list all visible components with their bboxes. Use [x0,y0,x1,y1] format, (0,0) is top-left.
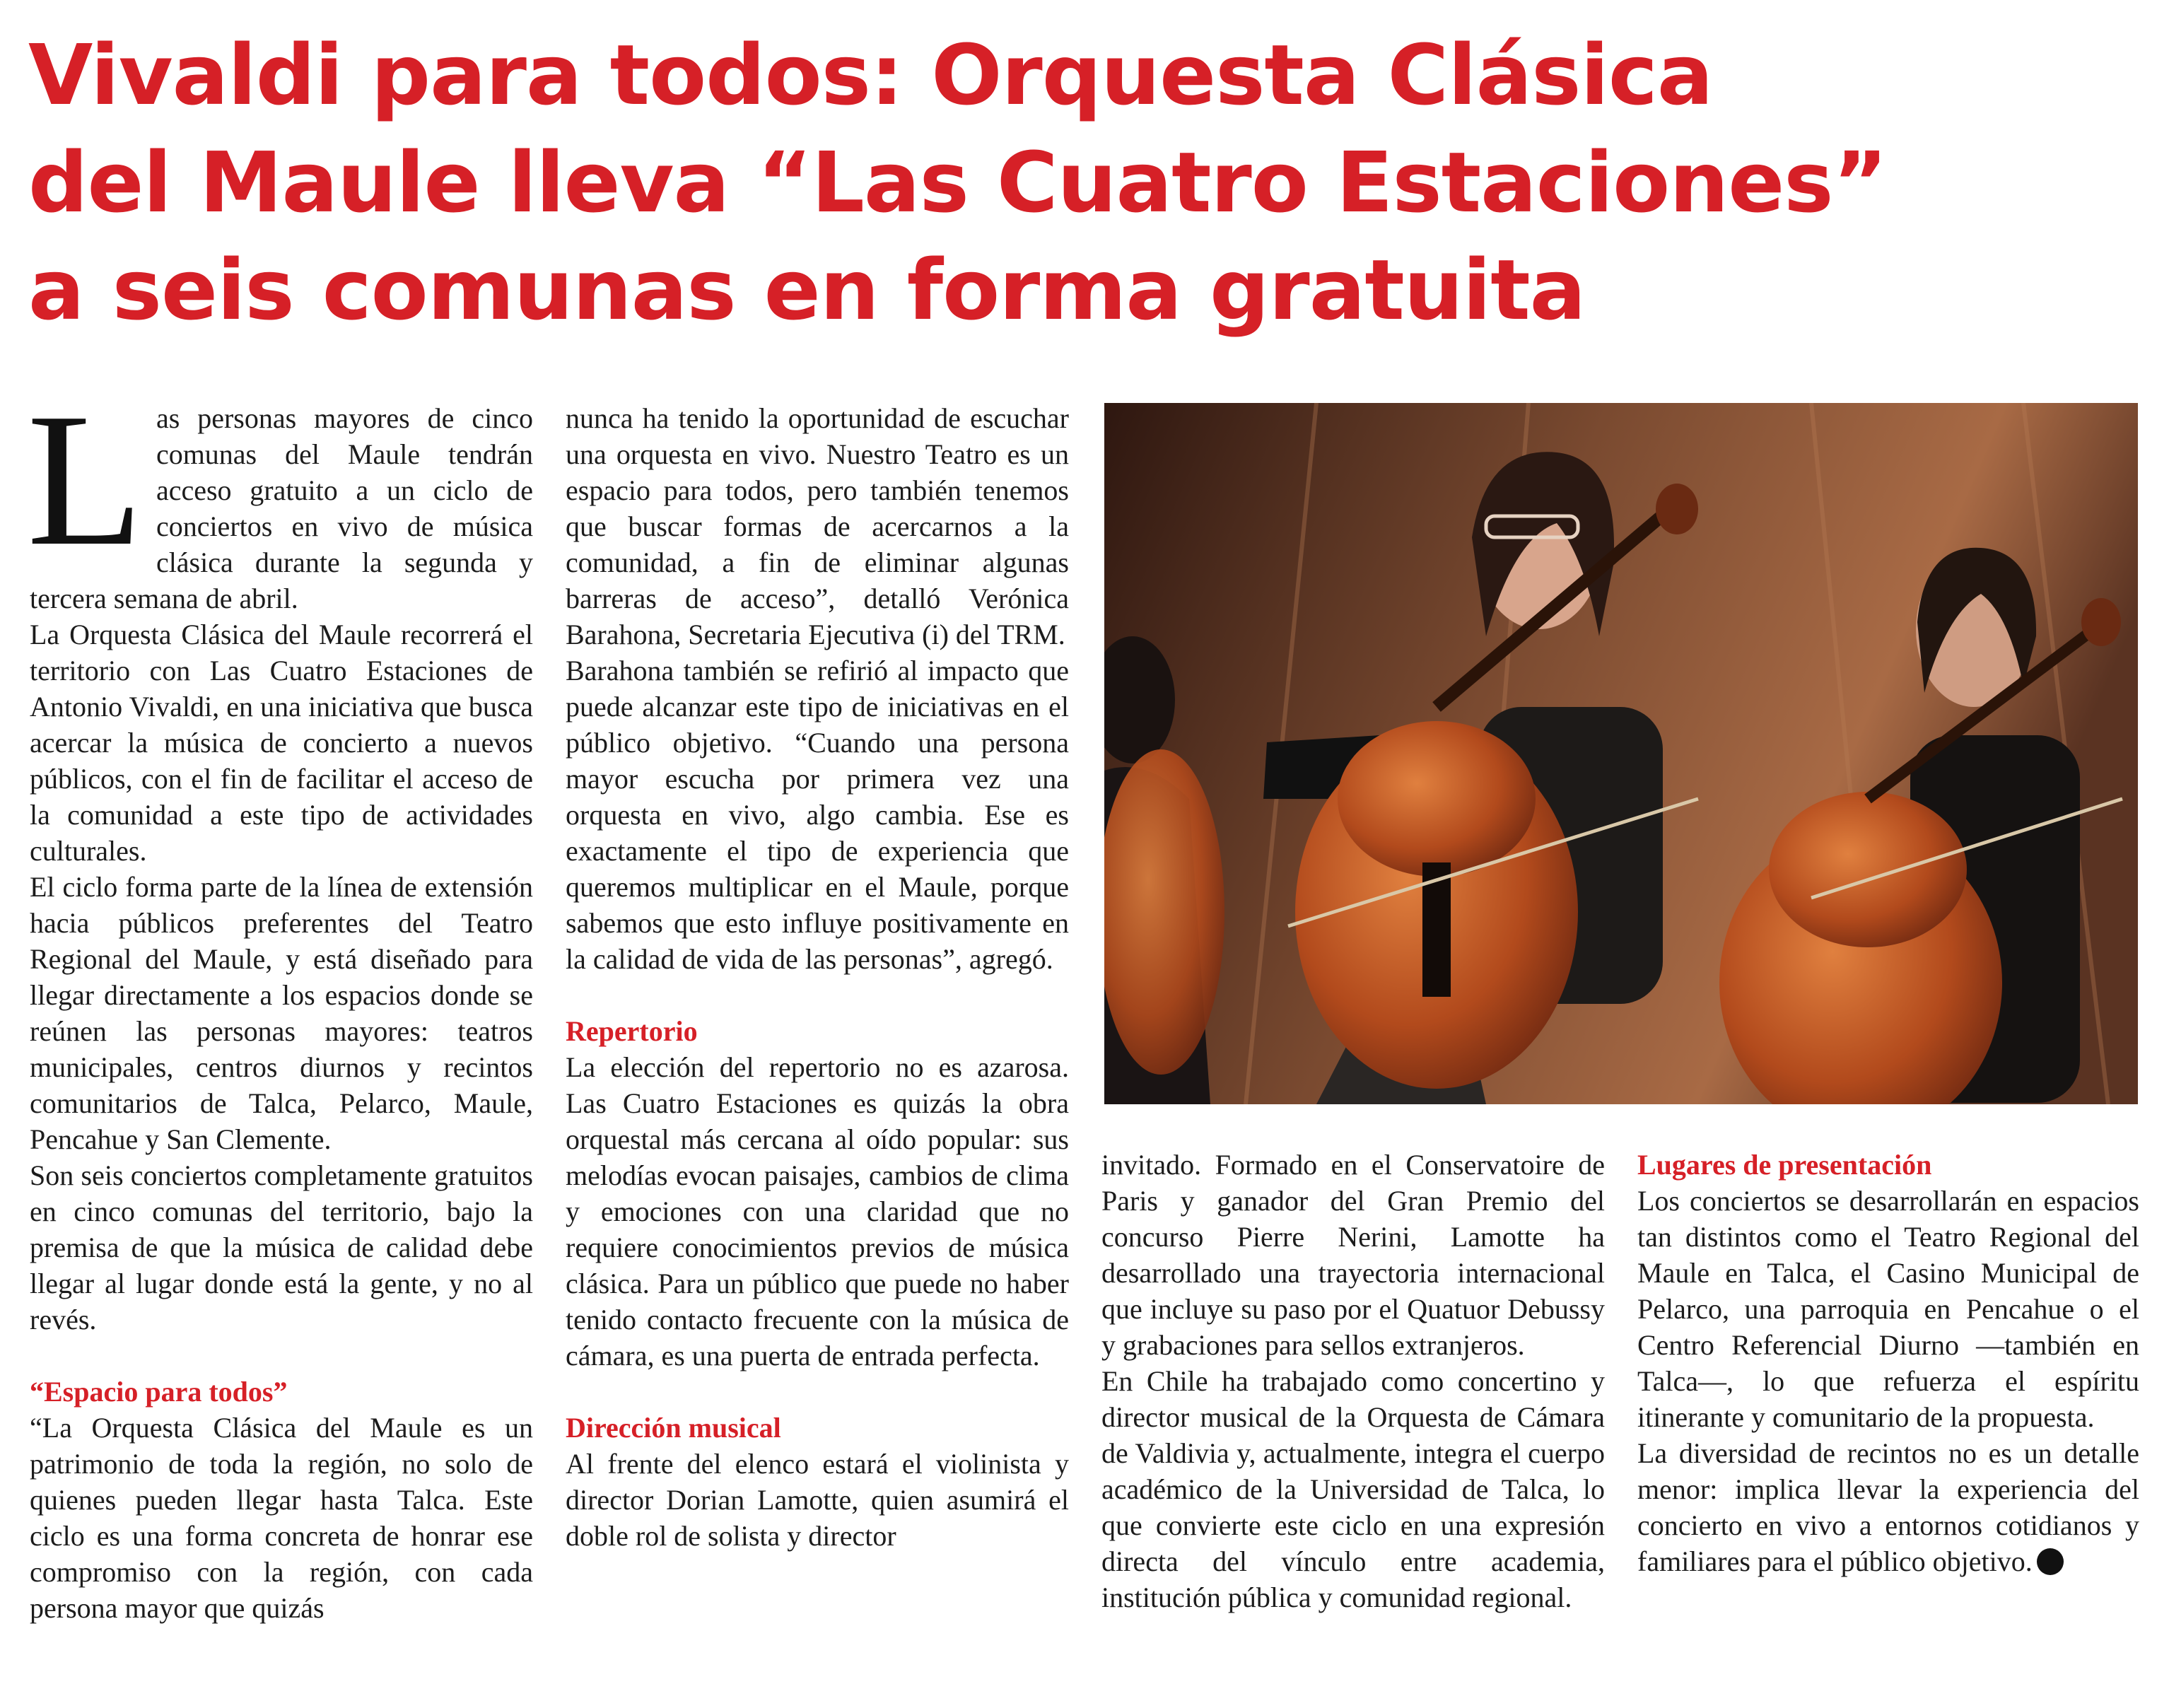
paragraph: invitado. Formado en el Conservatoire de Paris y ganador del Gran Premio del concurso Pierre Nerini, Lamotte ha desarrollado una trayectoria internacional que incluye su paso por el Quatuor Debussy y grabaciones para sellos extranjeros. [1101,1149,1605,1361]
spacer [30,1338,533,1374]
lead-paragraph [27,374,533,616]
paragraph: Barahona también se refirió al impacto que puede alcanzar este tipo de iniciativas en el público objetivo. “Cuando una persona mayor escucha por primera vez una orquesta en vivo, algo cambia. Ese es exactamente el tipo de experiencia que queremos multiplicar en el Maule, porque sabemos que esto influye positivamente en la calidad de vida de las personas”, agregó. [566,655,1069,975]
cellists-illustration [1104,403,2138,1104]
paragraph: nunca ha tenido la oportunidad de escuchar una orquesta en vivo. Nuestro Teatro es un espacio para todos, pero también tenemos que buscar formas de acercarnos a la comunidad, a fin de eliminar algunas barreras de acceso”, detalló Verónica Barahona, Secretaria Ejecutiva (i) del TRM. [566,402,1069,650]
article-column-4 [1637,1147,2139,1579]
subhead-espacio: “Espacio para todos” [30,1376,288,1408]
article-column-3 [1101,1147,1605,1615]
end-mark-icon [2037,1548,2064,1575]
article-column-1 [27,374,533,1626]
paragraph: El ciclo forma parte de la línea de extensión hacia públicos preferentes del Teatro Regional del Maule, y está diseñado para llegar directamente a los espacios donde se reúnen las personas mayores: teatros municipales, centros diurnos y recintos comunitarios de Talca, Pelarco, Maule, Pencahue y San Clemente. [30,871,533,1155]
final-paragraph [1637,1435,2139,1579]
spacer [566,977,1069,1013]
subhead-lugares: Lugares de presentación [1637,1149,1932,1181]
headline-line-3: a seis comunas en forma gratuita [28,241,1586,339]
paragraph: La elección del repertorio no es azarosa. Las Cuatro Estaciones es quizás la obra orquestal más cercana al oído popular: sus melodías evocan paisajes, cambios de clima y emociones con una claridad que no requiere conocimientos previos de música clásica. Para un público que puede no haber tenido contacto frecuente con la música de cámara, es una puerta de entrada perfecta. [566,1051,1069,1371]
paragraph: Son seis conciertos completamente gratuitos en cinco comunas del territorio, bajo la premisa de que la música de calidad debe llegar al lugar donde está la gente, y no al revés. [30,1159,533,1335]
paragraph: “La Orquesta Clásica del Maule es un patrimonio de toda la región, no solo de quienes pueden llegar hasta Talca. Este ciclo es una forma concreta de honrar ese compromiso con la región, con cada persona mayor que quizás [30,1412,533,1624]
spacer [566,1374,1069,1410]
headline [28,21,2135,344]
subhead-repertorio: Repertorio [566,1015,698,1047]
paragraph: Al frente del elenco estará el violinista y director Dorian Lamotte, quien asumirá el doble rol de solista y director [566,1448,1069,1552]
subhead-direccion: Dirección musical [566,1412,781,1444]
paragraph: Los conciertos se desarrollarán en espacios tan distintos como el Teatro Regional del Maule en Talca, el Casino Municipal de Pelarco, una parroquia en Pencahue o el Centro Referencial Diurno —también en Talca—, lo que refuerza el espíritu itinerante y comunitario de la propuesta. [1637,1185,2139,1433]
lead-text: as personas mayores de cinco comunas del Maule tendrán acceso gratuito a un ciclo de conciertos en vivo de música clásica durante la segunda y tercera semana de abril. [30,402,533,614]
paragraph: En Chile ha trabajado como concertino y director musical de la Orquesta de Cámara de Valdivia y, actualmente, integra el cuerpo académico de la Universidad de Talca, lo que convierte este ciclo en una expresión directa del vínculo entre academia, institución pública y comunidad regional. [1101,1365,1605,1613]
headline-line-2: del Maule lleva “Las Cuatro Estaciones” [28,134,1888,231]
drop-cap: L [27,374,144,585]
cellists-photo [1104,403,2138,1104]
final-text: La diversidad de recintos no es un detalle menor: implica llevar la experiencia del concierto en vivo a entornos cotidianos y familiares para el público objetivo. [1637,1437,2139,1577]
article-column-2 [566,400,1069,1554]
headline-line-1: Vivaldi para todos: Orquesta Clásica [28,26,1713,124]
paragraph: La Orquesta Clásica del Maule recorrerá el territorio con Las Cuatro Estaciones de Antonio Vivaldi, en una iniciativa que busca acercar la música de concierto a nuevos públicos, con el fin de facilitar el acceso de la comunidad a este tipo de actividades culturales. [30,619,533,867]
